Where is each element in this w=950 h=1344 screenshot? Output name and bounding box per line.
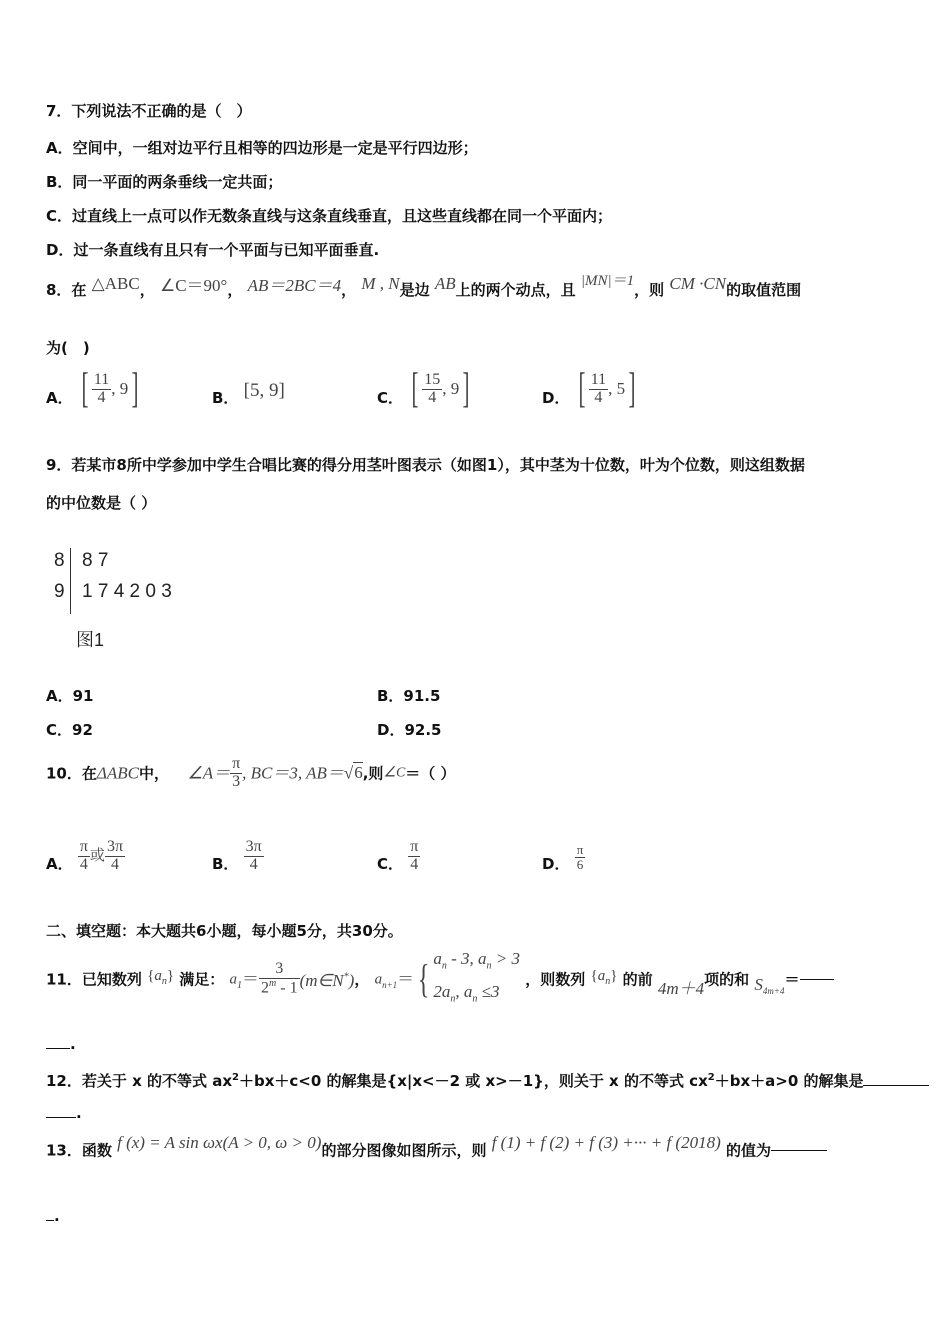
- q11-blank-end[interactable]: .: [46, 1034, 76, 1054]
- q13-blank-end[interactable]: .: [46, 1206, 60, 1226]
- q7-option-d: D．过一条直线有且只有一个平面与已知平面垂直.: [46, 241, 380, 259]
- q9-option-b: B．91.5: [377, 687, 441, 705]
- q10-stem: 10．在ΔABC中， ∠A＝ $\frac{\pi}{3}$ , BC＝3, AB＝√6,则∠C＝（ ）: [46, 755, 456, 790]
- q11-fraction: $\frac{3}{2^m - 1}$: [261, 960, 298, 997]
- q7-option-b: B．同一平面的两条垂线一定共面；: [46, 173, 283, 191]
- q13-stem: 13．函数 f (x) = A sin ωx(A > 0, ω > 0)的部分图像如图所示，则 f (1) + f (2) + f (3) +··· + f (2018) 的值为: [46, 1140, 827, 1161]
- q13-sum: f (1) + f (2) + f (3) +··· + f (2018): [491, 1132, 721, 1152]
- q8-stem: 8．在 △ABC， ∠C＝90°， AB＝2BC＝4， M , N是边 AB上的两个动点，且 |MN|＝1，则 CM ·CN的取值范围: [46, 273, 802, 299]
- q9-option-c: C．92: [46, 721, 93, 739]
- q11-answer-blank[interactable]: [800, 979, 834, 980]
- q12-stem: 12．若关于 x 的不等式 $ax^2+bx+c<0$ 的解集是{x|x<－2 或 x>－1}，则关于 x 的不等式 $cx^2+bx+a>0$ 的解集是: [46, 1068, 929, 1091]
- q13-function: f (x) = A sin ωx(A > 0, ω > 0): [117, 1132, 322, 1152]
- stem-divider: [70, 548, 71, 614]
- q8-tail: 为( ): [46, 339, 90, 357]
- q7-option-a: A．空间中，一组对边平行且相等的四边形是一定是平行四边形；: [46, 139, 478, 157]
- q10-option-a: A． $\frac{\pi}{4}$ 或 $\frac{3\pi}{4}$: [46, 837, 124, 873]
- stem-leaf-plot: [50, 548, 250, 648]
- section-2-heading: 二、填空题：本大题共6小题，每小题5分，共30分。: [46, 922, 403, 940]
- stem-row-2-leaves: 1 7 4 2 0 3: [82, 581, 172, 602]
- figure-caption: 图1: [76, 630, 105, 650]
- q10-pi-over-3: $\frac{\pi}{3}$: [232, 755, 241, 790]
- q12-answer-blank[interactable]: [863, 1085, 929, 1086]
- q8-option-a: A． [ $\frac{11}{4}$ , 9]: [46, 366, 139, 412]
- q10-option-b: B． $\frac{3\pi}{4}$: [212, 837, 262, 873]
- q8-points: M , N: [361, 274, 400, 293]
- q12-blank-end[interactable]: .: [46, 1103, 82, 1123]
- stem-row-2-stem: 9: [54, 581, 65, 602]
- q8-sides: AB＝2BC＝4: [247, 276, 342, 295]
- q10-triangle: ΔABC: [96, 763, 139, 783]
- q11-piecewise: $a_n - 3$, $a_n > 3$ $2a_n$, $a_n \le 3$: [433, 949, 521, 1005]
- q7-option-c: C．过直线上一点可以作无数条直线与这条直线垂直，且这些直线都在同一个平面内；: [46, 207, 613, 225]
- q9-stem-line1: 9．若某市8所中学参加中学生合唱比赛的得分用茎叶图表示（如图1），其中茎为十位数，叶为个位数，则这组数据: [46, 456, 805, 474]
- q7-stem: 7．下列说法不正确的是（ ）: [46, 102, 252, 120]
- q11-stem: 11．已知数列 $\{a_n\}$ 满足： $a_1=$ $\frac{3}{2^m - 1}$ (m∈N*)， $a_{n+1}=${ $a_n - 3$, $a_n > 3$ $2a_n$, $a_n \le 3$ ，则数列 $\{a_n\}$ 的前 4m＋4项的和 $S_{4m+4}=$: [46, 946, 834, 1013]
- q10-option-d: D． $\frac{\pi}{6}$: [542, 841, 584, 873]
- q8-option-d: D． [ $\frac{11}{4}$ , 5]: [542, 366, 636, 412]
- q8-angle: ∠C＝90°: [159, 276, 228, 295]
- stem-row-1-stem: 8: [54, 550, 65, 571]
- q8-dot: CM ·CN: [669, 274, 727, 293]
- q13-answer-blank[interactable]: [771, 1150, 827, 1151]
- q8-option-c: C． [ $\frac{15}{4}$ , 9]: [377, 366, 470, 412]
- q8-option-b: B． [5, 9]: [212, 380, 285, 407]
- q8-triangle: △ABC: [91, 274, 140, 293]
- q10-option-c: C． $\frac{\pi}{4}$: [377, 837, 419, 873]
- stem-row-1-leaves: 8 7: [82, 550, 109, 571]
- q8-mn: |MN|＝1: [580, 273, 635, 289]
- q8-ab: AB: [434, 274, 456, 293]
- q9-stem-line2: 的中位数是（ ）: [46, 494, 157, 512]
- q9-option-d: D．92.5: [377, 721, 442, 739]
- q9-option-a: A．91: [46, 687, 94, 705]
